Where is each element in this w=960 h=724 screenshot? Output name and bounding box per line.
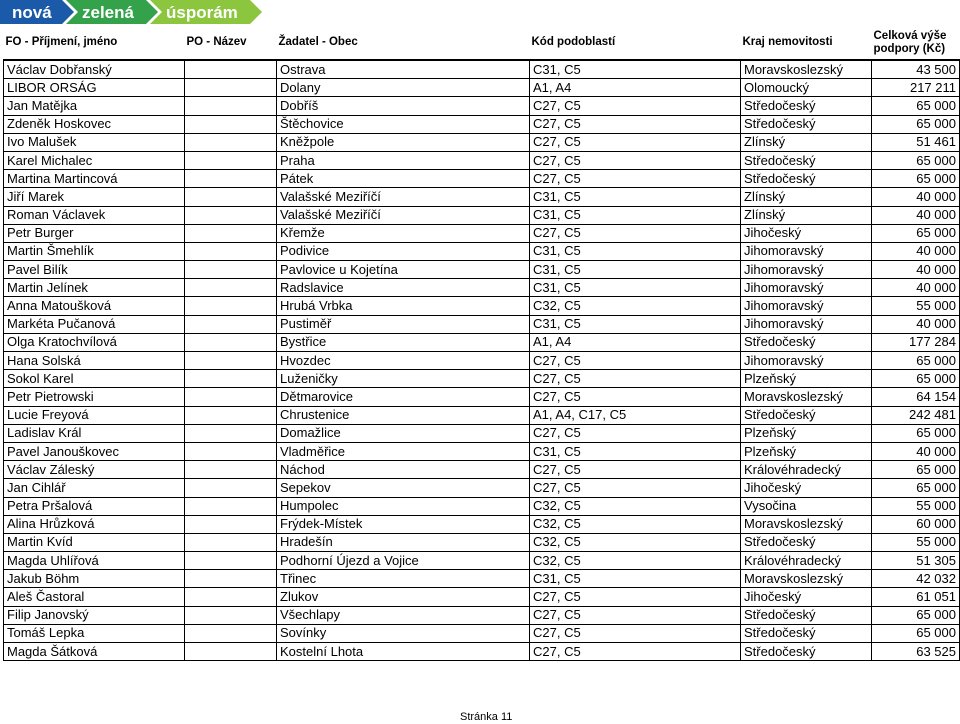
cell-total-support: 55 000 — [872, 497, 960, 515]
cell-subarea-code: C32, C5 — [530, 515, 741, 533]
cell-subarea-code: C27, C5 — [530, 624, 741, 642]
cell-subarea-code: C27, C5 — [530, 479, 741, 497]
cell-total-support: 51 305 — [872, 552, 960, 570]
cell-region: Olomoucký — [741, 79, 872, 97]
cell-po-name — [185, 461, 277, 479]
cell-subarea-code: C27, C5 — [530, 115, 741, 133]
cell-total-support: 40 000 — [872, 442, 960, 460]
table-row — [4, 242, 960, 260]
cell-fo-name: Jan Cihlář — [4, 479, 185, 497]
header-total-support: Celková výše podpory (Kč) — [873, 29, 947, 55]
cell-region: Královéhradecký — [741, 552, 872, 570]
cell-applicant-town: Frýdek-Místek — [277, 515, 530, 533]
cell-applicant-town: Pustiměř — [277, 315, 530, 333]
table-row — [4, 224, 960, 242]
table-row — [4, 643, 960, 661]
cell-region: Středočeský — [741, 115, 872, 133]
cell-fo-name: Ladislav Král — [4, 424, 185, 442]
cell-po-name — [185, 352, 277, 370]
cell-region: Královéhradecký — [741, 461, 872, 479]
table-row — [4, 388, 960, 406]
subsidy-table — [3, 26, 960, 661]
cell-total-support: 55 000 — [872, 297, 960, 315]
cell-po-name — [185, 570, 277, 588]
cell-total-support: 177 284 — [872, 333, 960, 351]
cell-total-support: 60 000 — [872, 515, 960, 533]
cell-region: Jihočeský — [741, 479, 872, 497]
cell-po-name — [185, 261, 277, 279]
cell-po-name — [185, 170, 277, 188]
logo-word-usporam: úsporám — [166, 3, 238, 22]
cell-subarea-code: C31, C5 — [530, 261, 741, 279]
cell-total-support: 65 000 — [872, 97, 960, 115]
cell-applicant-town: Pavlovice u Kojetína — [277, 261, 530, 279]
table-body — [4, 60, 960, 661]
cell-fo-name: Anna Matoušková — [4, 297, 185, 315]
cell-total-support: 65 000 — [872, 115, 960, 133]
cell-total-support: 64 154 — [872, 388, 960, 406]
cell-po-name — [185, 442, 277, 460]
program-logo — [0, 0, 264, 24]
cell-applicant-town: Sovínky — [277, 624, 530, 642]
cell-subarea-code: C27, C5 — [530, 133, 741, 151]
cell-po-name — [185, 279, 277, 297]
cell-po-name — [185, 388, 277, 406]
cell-applicant-town: Podhorní Újezd a Vojice — [277, 552, 530, 570]
cell-region: Moravskoslezský — [741, 388, 872, 406]
cell-fo-name: Martin Kvíd — [4, 533, 185, 551]
cell-region: Jihomoravský — [741, 261, 872, 279]
table-header-row — [4, 26, 960, 60]
cell-po-name — [185, 297, 277, 315]
cell-fo-name: Markéta Pučanová — [4, 315, 185, 333]
cell-po-name — [185, 624, 277, 642]
cell-fo-name: Pavel Bilík — [4, 261, 185, 279]
cell-subarea-code: C31, C5 — [530, 60, 741, 79]
cell-applicant-town: Pátek — [277, 170, 530, 188]
cell-region: Jihomoravský — [741, 352, 872, 370]
cell-applicant-town: Ostrava — [277, 60, 530, 79]
cell-subarea-code: A1, A4 — [530, 79, 741, 97]
table-row — [4, 424, 960, 442]
cell-po-name — [185, 206, 277, 224]
table-row — [4, 606, 960, 624]
table-row — [4, 79, 960, 97]
cell-region: Jihočeský — [741, 224, 872, 242]
cell-subarea-code: C32, C5 — [530, 297, 741, 315]
table-row — [4, 552, 960, 570]
cell-fo-name: Magda Šátková — [4, 643, 185, 661]
cell-subarea-code: C27, C5 — [530, 643, 741, 661]
cell-region: Moravskoslezský — [741, 570, 872, 588]
cell-fo-name: Pavel Janouškovec — [4, 442, 185, 460]
table-row — [4, 297, 960, 315]
cell-fo-name: Jiří Marek — [4, 188, 185, 206]
table-row — [4, 333, 960, 351]
cell-total-support: 65 000 — [872, 479, 960, 497]
cell-fo-name: Václav Dobřanský — [4, 60, 185, 79]
cell-region: Středočeský — [741, 97, 872, 115]
cell-fo-name: LIBOR ORSÁG — [4, 79, 185, 97]
cell-po-name — [185, 79, 277, 97]
cell-fo-name: Jakub Böhm — [4, 570, 185, 588]
cell-region: Zlínský — [741, 188, 872, 206]
cell-subarea-code: C27, C5 — [530, 224, 741, 242]
table-row — [4, 442, 960, 460]
cell-region: Jihočeský — [741, 588, 872, 606]
cell-total-support: 65 000 — [872, 624, 960, 642]
table-row — [4, 515, 960, 533]
cell-subarea-code: C31, C5 — [530, 279, 741, 297]
cell-po-name — [185, 643, 277, 661]
cell-subarea-code: C31, C5 — [530, 206, 741, 224]
cell-applicant-town: Třinec — [277, 570, 530, 588]
cell-region: Moravskoslezský — [741, 515, 872, 533]
cell-subarea-code: C31, C5 — [530, 442, 741, 460]
cell-total-support: 65 000 — [872, 170, 960, 188]
cell-applicant-town: Valašské Meziříčí — [277, 188, 530, 206]
cell-po-name — [185, 60, 277, 79]
cell-region: Plzeňský — [741, 424, 872, 442]
cell-total-support: 40 000 — [872, 242, 960, 260]
cell-subarea-code: A1, A4, C17, C5 — [530, 406, 741, 424]
cell-total-support: 42 032 — [872, 570, 960, 588]
table-row — [4, 497, 960, 515]
table-row — [4, 170, 960, 188]
cell-region: Vysočina — [741, 497, 872, 515]
cell-total-support: 65 000 — [872, 370, 960, 388]
cell-total-support: 40 000 — [872, 315, 960, 333]
cell-fo-name: Magda Uhlířová — [4, 552, 185, 570]
cell-fo-name: Václav Záleský — [4, 461, 185, 479]
cell-subarea-code: C31, C5 — [530, 315, 741, 333]
cell-applicant-town: Dětmarovice — [277, 388, 530, 406]
cell-region: Jihomoravský — [741, 315, 872, 333]
cell-total-support: 55 000 — [872, 533, 960, 551]
table-row — [4, 115, 960, 133]
cell-fo-name: Petra Pršalová — [4, 497, 185, 515]
cell-po-name — [185, 315, 277, 333]
cell-fo-name: Olga Kratochvílová — [4, 333, 185, 351]
cell-subarea-code: C27, C5 — [530, 352, 741, 370]
cell-subarea-code: A1, A4 — [530, 333, 741, 351]
cell-fo-name: Ivo Malušek — [4, 133, 185, 151]
header-subarea-code: Kód podoblastí — [531, 36, 616, 48]
table-row — [4, 133, 960, 151]
cell-po-name — [185, 97, 277, 115]
cell-fo-name: Petr Pietrowski — [4, 388, 185, 406]
cell-region: Jihomoravský — [741, 242, 872, 260]
cell-total-support: 242 481 — [872, 406, 960, 424]
cell-applicant-town: Chrustenice — [277, 406, 530, 424]
cell-total-support: 65 000 — [872, 424, 960, 442]
cell-applicant-town: Náchod — [277, 461, 530, 479]
cell-region: Středočeský — [741, 170, 872, 188]
cell-region: Středočeský — [741, 606, 872, 624]
header-fo-name: FO - Příjmení, jméno — [5, 36, 118, 48]
cell-applicant-town: Všechlapy — [277, 606, 530, 624]
cell-subarea-code: C31, C5 — [530, 242, 741, 260]
table-row — [4, 151, 960, 169]
logo-word-nova: nová — [12, 3, 52, 22]
cell-applicant-town: Dobříš — [277, 97, 530, 115]
cell-applicant-town: Praha — [277, 151, 530, 169]
cell-total-support: 63 525 — [872, 643, 960, 661]
cell-subarea-code: C27, C5 — [530, 588, 741, 606]
cell-subarea-code: C27, C5 — [530, 606, 741, 624]
cell-subarea-code: C31, C5 — [530, 188, 741, 206]
cell-fo-name: Hana Solská — [4, 352, 185, 370]
cell-po-name — [185, 552, 277, 570]
cell-applicant-town: Vladměřice — [277, 442, 530, 460]
cell-fo-name: Sokol Karel — [4, 370, 185, 388]
cell-region: Středočeský — [741, 333, 872, 351]
cell-total-support: 40 000 — [872, 279, 960, 297]
cell-po-name — [185, 333, 277, 351]
table-row — [4, 279, 960, 297]
cell-applicant-town: Humpolec — [277, 497, 530, 515]
cell-applicant-town: Podivice — [277, 242, 530, 260]
cell-subarea-code: C32, C5 — [530, 497, 741, 515]
header-applicant-town: Žadatel - Obec — [278, 36, 358, 48]
table-row — [4, 533, 960, 551]
cell-po-name — [185, 515, 277, 533]
cell-applicant-town: Zlukov — [277, 588, 530, 606]
cell-total-support: 40 000 — [872, 206, 960, 224]
cell-fo-name: Tomáš Lepka — [4, 624, 185, 642]
cell-subarea-code: C27, C5 — [530, 388, 741, 406]
header-po-name: PO - Název — [186, 36, 247, 48]
cell-fo-name: Martina Martincová — [4, 170, 185, 188]
table-row — [4, 406, 960, 424]
cell-applicant-town: Luženičky — [277, 370, 530, 388]
cell-region: Středočeský — [741, 624, 872, 642]
cell-total-support: 65 000 — [872, 224, 960, 242]
cell-applicant-town: Domažlice — [277, 424, 530, 442]
table-row — [4, 588, 960, 606]
cell-region: Středočeský — [741, 643, 872, 661]
table-row — [4, 97, 960, 115]
cell-fo-name: Filip Janovský — [4, 606, 185, 624]
cell-po-name — [185, 606, 277, 624]
cell-region: Plzeňský — [741, 442, 872, 460]
header-region: Kraj nemovitosti — [742, 36, 833, 48]
cell-po-name — [185, 224, 277, 242]
cell-fo-name: Petr Burger — [4, 224, 185, 242]
cell-subarea-code: C27, C5 — [530, 370, 741, 388]
cell-fo-name: Martin Jelínek — [4, 279, 185, 297]
cell-total-support: 217 211 — [872, 79, 960, 97]
cell-po-name — [185, 406, 277, 424]
cell-po-name — [185, 151, 277, 169]
table-row — [4, 479, 960, 497]
cell-fo-name: Roman Václavek — [4, 206, 185, 224]
cell-po-name — [185, 115, 277, 133]
cell-region: Zlínský — [741, 206, 872, 224]
cell-fo-name: Lucie Freyová — [4, 406, 185, 424]
table-row — [4, 370, 960, 388]
cell-po-name — [185, 133, 277, 151]
cell-fo-name: Karel Michalec — [4, 151, 185, 169]
cell-po-name — [185, 242, 277, 260]
cell-po-name — [185, 424, 277, 442]
cell-subarea-code: C27, C5 — [530, 151, 741, 169]
table-row — [4, 624, 960, 642]
cell-fo-name: Jan Matějka — [4, 97, 185, 115]
logo-word-zelena: zelená — [82, 3, 134, 22]
cell-region: Středočeský — [741, 151, 872, 169]
cell-subarea-code: C32, C5 — [530, 533, 741, 551]
cell-region: Moravskoslezský — [741, 60, 872, 79]
cell-applicant-town: Hradešín — [277, 533, 530, 551]
table-row — [4, 315, 960, 333]
table-row — [4, 461, 960, 479]
table-row — [4, 188, 960, 206]
cell-total-support: 65 000 — [872, 352, 960, 370]
cell-subarea-code: C32, C5 — [530, 552, 741, 570]
table-row — [4, 261, 960, 279]
cell-fo-name: Zdeněk Hoskovec — [4, 115, 185, 133]
cell-subarea-code: C27, C5 — [530, 461, 741, 479]
cell-region: Jihomoravský — [741, 279, 872, 297]
page-number: Stránka 11 — [460, 711, 513, 723]
table-row — [4, 570, 960, 588]
cell-po-name — [185, 188, 277, 206]
cell-applicant-town: Radslavice — [277, 279, 530, 297]
cell-applicant-town: Bystřice — [277, 333, 530, 351]
cell-total-support: 43 500 — [872, 60, 960, 79]
cell-subarea-code: C27, C5 — [530, 170, 741, 188]
cell-po-name — [185, 533, 277, 551]
cell-applicant-town: Kněžpole — [277, 133, 530, 151]
cell-subarea-code: C27, C5 — [530, 97, 741, 115]
cell-total-support: 40 000 — [872, 261, 960, 279]
table-row — [4, 60, 960, 79]
cell-total-support: 65 000 — [872, 461, 960, 479]
cell-total-support: 61 051 — [872, 588, 960, 606]
table-row — [4, 206, 960, 224]
cell-fo-name: Alina Hrůzková — [4, 515, 185, 533]
cell-subarea-code: C31, C5 — [530, 570, 741, 588]
cell-region: Středočeský — [741, 533, 872, 551]
cell-po-name — [185, 370, 277, 388]
cell-po-name — [185, 588, 277, 606]
cell-applicant-town: Sepekov — [277, 479, 530, 497]
cell-region: Plzeňský — [741, 370, 872, 388]
cell-total-support: 51 461 — [872, 133, 960, 151]
cell-applicant-town: Křemže — [277, 224, 530, 242]
cell-fo-name: Aleš Častoral — [4, 588, 185, 606]
cell-region: Jihomoravský — [741, 297, 872, 315]
table-row — [4, 352, 960, 370]
cell-po-name — [185, 497, 277, 515]
cell-applicant-town: Hvozdec — [277, 352, 530, 370]
cell-po-name — [185, 479, 277, 497]
cell-applicant-town: Štěchovice — [277, 115, 530, 133]
cell-region: Zlínský — [741, 133, 872, 151]
cell-total-support: 65 000 — [872, 606, 960, 624]
cell-applicant-town: Valašské Meziříčí — [277, 206, 530, 224]
cell-region: Středočeský — [741, 406, 872, 424]
cell-total-support: 65 000 — [872, 151, 960, 169]
cell-applicant-town: Hrubá Vrbka — [277, 297, 530, 315]
cell-fo-name: Martin Šmehlík — [4, 242, 185, 260]
cell-applicant-town: Kostelní Lhota — [277, 643, 530, 661]
cell-applicant-town: Dolany — [277, 79, 530, 97]
cell-subarea-code: C27, C5 — [530, 424, 741, 442]
cell-total-support: 40 000 — [872, 188, 960, 206]
